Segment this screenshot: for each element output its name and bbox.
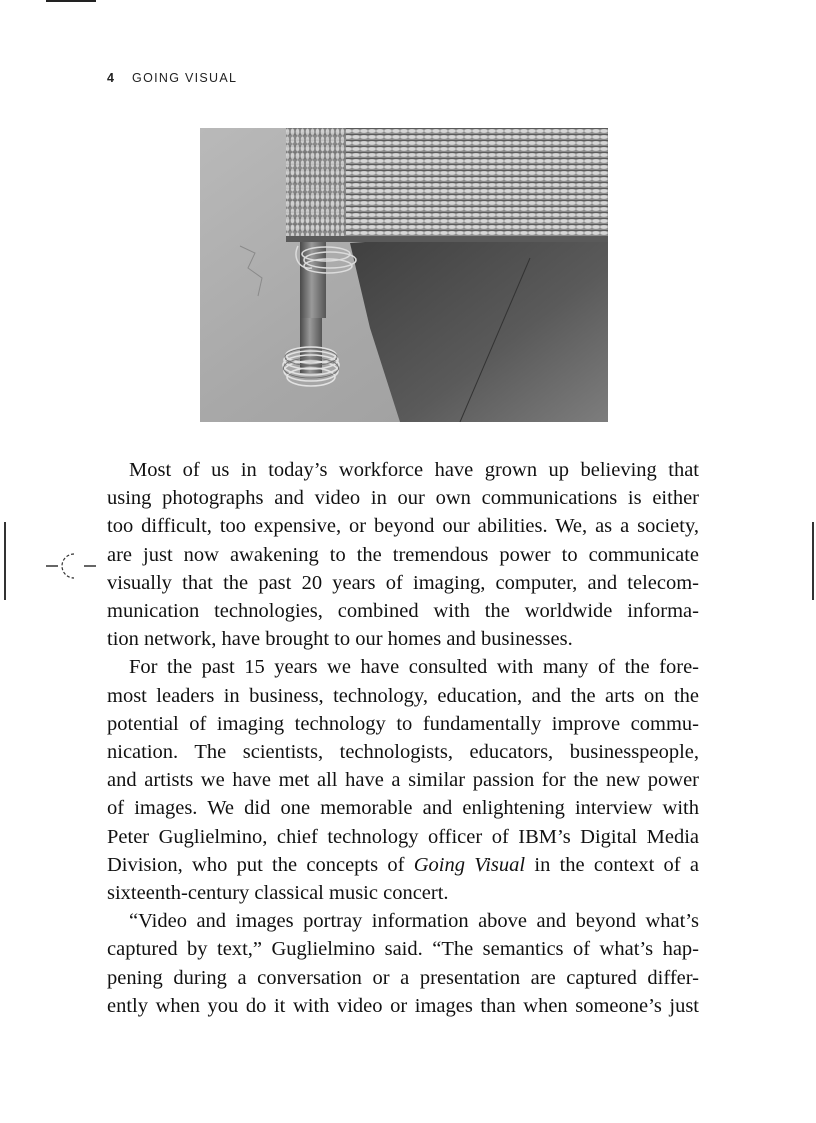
text-line: too difficult, too expensive, or beyond our abilities. We, as a society, xyxy=(107,515,699,538)
text-segment: Division, who put the concepts of xyxy=(107,853,414,876)
paragraph-3 xyxy=(107,907,699,1020)
text-line: potential of imaging technology to fundamentally improve commu- xyxy=(107,712,699,735)
page-number: 4 xyxy=(107,71,116,85)
text-line: “Video and images portray information above and beyond what’s xyxy=(129,910,699,933)
crop-mark-top xyxy=(46,0,96,2)
text-line xyxy=(107,851,699,879)
text-line: munication technologies, combined with the worldwide informa- xyxy=(107,600,699,623)
text-line: are just now awakening to the tremendous power to communicate xyxy=(107,543,699,566)
text-segment: in the context of a xyxy=(525,853,699,876)
running-head-title: GOING VISUAL xyxy=(132,71,238,85)
paragraph-1 xyxy=(107,456,699,653)
text-line: ently when you do it with video or images than when someone’s just xyxy=(107,994,699,1017)
text-line: nication. The scientists, technologists, educators, businesspeople, xyxy=(107,741,699,764)
text-line: captured by text,” Guglielmino said. “The semantics of what’s hap- xyxy=(107,938,699,961)
text-line: using photographs and video in our own communications is either xyxy=(107,487,699,510)
text-line: Most of us in today’s workforce have grown up believing that xyxy=(129,459,699,481)
text-line: For the past 15 years we have consulted with many of the fore- xyxy=(129,656,699,679)
text-line: Peter Guglielmino, chief technology officer of IBM’s Digital Media xyxy=(107,825,699,848)
wicker-chair-photo xyxy=(200,128,608,422)
paragraph-2 xyxy=(107,653,699,907)
text-line: pening during a conversation or a presentation are captured differ- xyxy=(107,966,699,989)
body-text xyxy=(107,456,699,1020)
crop-mark-right xyxy=(812,522,814,600)
text-line: of images. We did one memorable and enlightening interview with xyxy=(107,797,699,820)
book-title: Going Visual xyxy=(413,853,526,876)
running-head xyxy=(107,71,237,85)
text-line: and artists we have met all have a similar passion for the new power xyxy=(107,769,699,792)
text-line: visually that the past 20 years of imaging, computer, and telecom- xyxy=(107,571,699,594)
crop-mark-left xyxy=(4,522,6,600)
text-line: sixteenth-century classical music concert. xyxy=(107,882,449,905)
text-line: most leaders in business, technology, education, and the arts on the xyxy=(107,684,699,707)
registration-mark-icon xyxy=(40,546,102,586)
text-line: tion network, have brought to our homes and businesses. xyxy=(107,628,573,651)
